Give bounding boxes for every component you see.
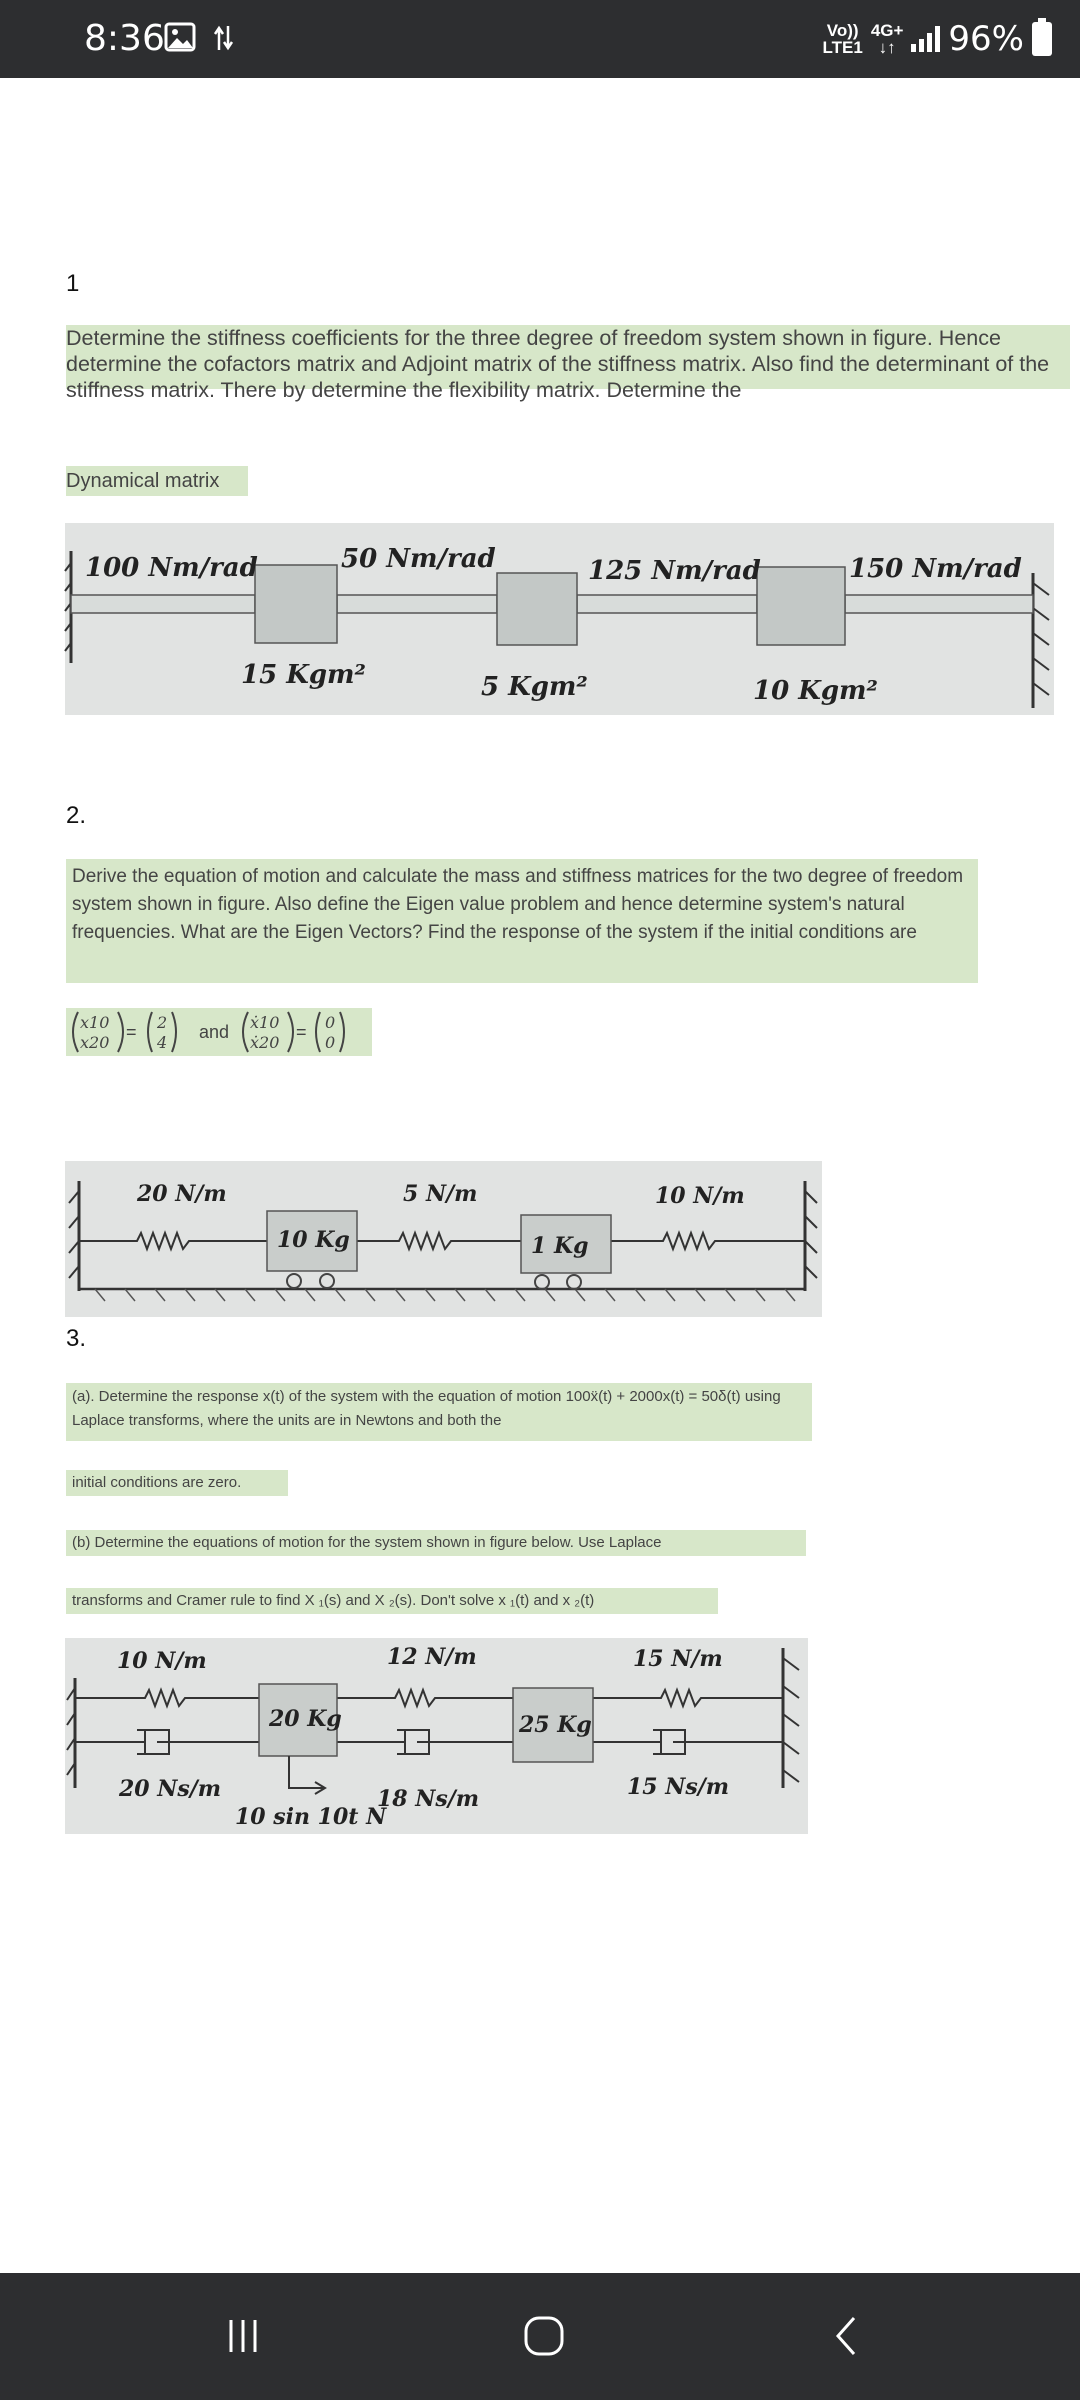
question-2-number: 2. — [66, 802, 87, 829]
label-force: 10 sin 10t N — [235, 1804, 387, 1830]
label-k3: 10 N/m — [655, 1183, 745, 1209]
svg-text:ẋ20: ẋ20 — [250, 1033, 280, 1052]
data-transfer-icon — [214, 24, 234, 59]
question-1-number: 1 — [66, 270, 80, 297]
status-bar — [0, 0, 1080, 78]
label-c1: 20 Ns/m — [119, 1776, 222, 1802]
spring-2 — [337, 1690, 513, 1706]
home-icon — [522, 2314, 566, 2358]
status-indicators — [823, 14, 1053, 64]
svg-text:=: = — [296, 1022, 307, 1042]
question-2-text: Derive the equation of motion and calculate the mass and stiffness matrices for the two degree of freedom system shown in figure. Also define the Eigen value problem and hence determine system's natural frequencies. What are the Eigen Vectors? Find the response of the system if the initial conditions are — [66, 859, 978, 983]
label-k2: 50 Nm/rad — [341, 544, 496, 574]
label-k3: 15 N/m — [633, 1646, 723, 1672]
label-k3: 125 Nm/rad — [588, 556, 761, 586]
spring-2 — [357, 1233, 521, 1249]
label-c2: 18 Ns/m — [377, 1786, 480, 1812]
damper-3 — [593, 1730, 783, 1754]
label-k1: 10 N/m — [117, 1648, 207, 1674]
label-j3: 10 Kgm² — [753, 676, 878, 706]
disc-2 — [497, 573, 577, 645]
label-m1: 10 Kg — [277, 1227, 350, 1253]
label-m1: 20 Kg — [269, 1706, 342, 1732]
question-3b-text-continued: transforms and Cramer rule to find X ₁(s) and X ₂(s). Don't solve x ₁(t) and x ₂(t) — [66, 1588, 718, 1614]
spring-3 — [593, 1690, 783, 1706]
question-1-text-continued: Dynamical matrix — [66, 466, 248, 496]
damper-2 — [337, 1730, 513, 1754]
navigation-bar — [0, 2273, 1080, 2400]
battery-percent: 96% — [948, 19, 1024, 59]
question-3b-text: (b) Determine the equations of motion for the system shown in figure below. Use Laplace — [66, 1530, 806, 1556]
battery-icon — [1032, 22, 1052, 56]
question-3a-text-continued: initial conditions are zero. — [66, 1470, 288, 1496]
svg-text:0: 0 — [325, 1013, 336, 1032]
label-j1: 15 Kgm² — [241, 660, 366, 690]
svg-text:4: 4 — [157, 1033, 168, 1052]
recent-apps-button[interactable] — [183, 2293, 303, 2379]
svg-text:=: = — [126, 1022, 137, 1042]
label-m2: 1 Kg — [531, 1233, 589, 1259]
label-j2: 5 Kgm² — [481, 672, 588, 702]
back-icon — [826, 2314, 866, 2358]
volte-indicator: Vo)) LTE1 — [822, 21, 863, 57]
ic-and: and — [199, 1022, 230, 1042]
label-k1: 100 Nm/rad — [85, 553, 258, 583]
svg-text:2: 2 — [157, 1013, 168, 1032]
question-3-number: 3. — [66, 1325, 87, 1352]
damper-1 — [75, 1730, 259, 1754]
figure-two-dof-system — [65, 1161, 822, 1317]
force-arrow — [289, 1756, 325, 1794]
question-3a-text: (a). Determine the response x(t) of the system with the equation of motion 100ẍ(t) + 2000x(t) = 50δ(t) using Laplace transforms, where the units are in Newtons and both the — [66, 1383, 812, 1441]
signal-icon — [911, 26, 940, 52]
label-k4: 150 Nm/rad — [849, 554, 1022, 584]
svg-text:x10: x10 — [80, 1013, 110, 1032]
network-type-indicator: 4G+ ↓↑ — [870, 21, 904, 57]
disc-1 — [255, 565, 337, 643]
label-k2: 5 N/m — [403, 1181, 478, 1207]
label-k1: 20 N/m — [137, 1181, 227, 1207]
label-c3: 15 Ns/m — [627, 1774, 730, 1800]
gallery-icon — [164, 22, 196, 52]
label-k2: 12 N/m — [387, 1644, 477, 1670]
disc-3 — [757, 567, 845, 645]
spring-1 — [75, 1690, 259, 1706]
figure-torsional-system — [65, 523, 1054, 715]
svg-text:ẋ10: ẋ10 — [250, 1013, 280, 1032]
label-m2: 25 Kg — [519, 1712, 592, 1738]
status-time: 8:36 — [84, 18, 165, 59]
svg-text:x20: x20 — [80, 1033, 110, 1052]
initial-conditions — [66, 1008, 372, 1056]
home-button[interactable] — [484, 2293, 604, 2379]
question-1-text: Determine the stiffness coefficients for the three degree of freedom system shown in figure. Hence determine the cofactors matrix and Adjoint matrix of the stiffness matrix. Also find the determinant of the stiffness matrix. There by determine the flexibility matrix. Determine the — [66, 325, 1070, 389]
document-view[interactable] — [0, 78, 1080, 2273]
spring-3 — [611, 1233, 805, 1249]
figure-damped-system — [65, 1638, 808, 1834]
svg-text:0: 0 — [325, 1033, 336, 1052]
recent-apps-icon — [223, 2316, 263, 2356]
back-button[interactable] — [786, 2293, 906, 2379]
spring-1 — [79, 1233, 267, 1249]
